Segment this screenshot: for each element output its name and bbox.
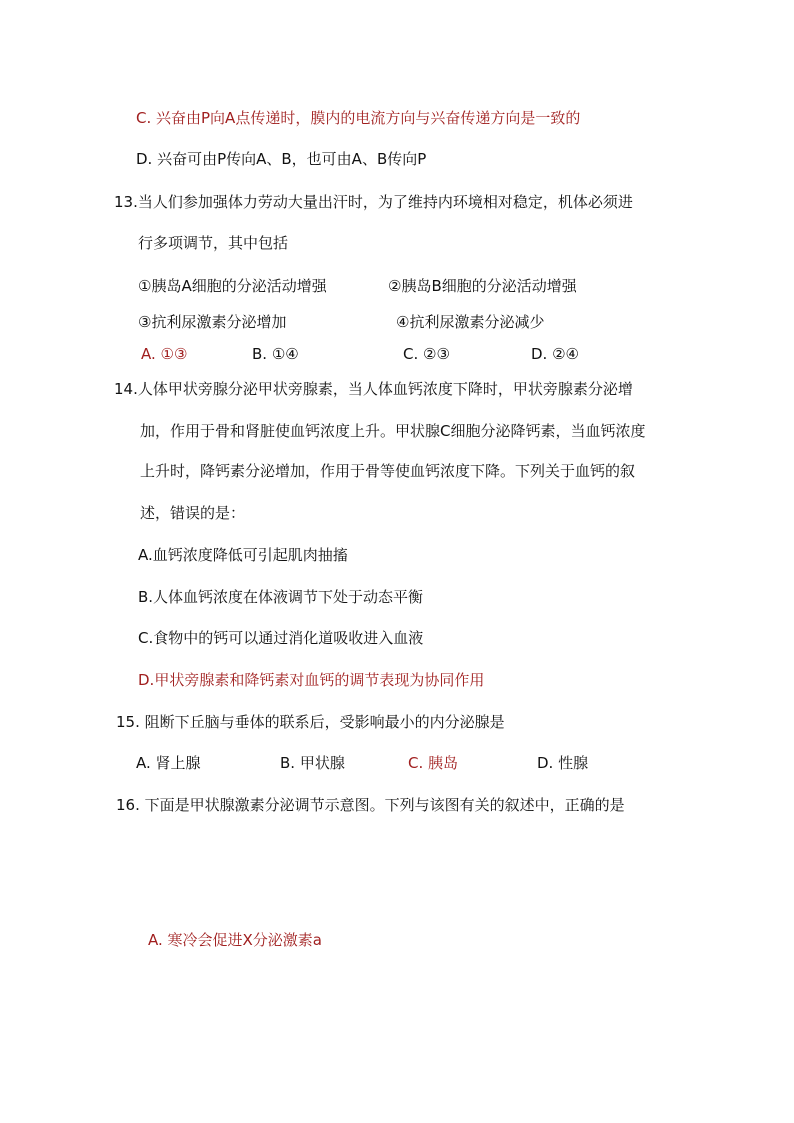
q13-option-b: B. ①④ [252,345,299,363]
q15-stem: 15. 阻断下丘脑与垂体的联系后，受影响最小的内分泌腺是 [116,713,505,731]
q14-option-d: D.甲状旁腺素和降钙素对血钙的调节表现为协同作用 [138,671,485,689]
q13-stem-line2: 行多项调节，其中包括 [138,234,289,252]
q14-option-a: A.血钙浓度降低可引起肌肉抽搐 [138,546,348,564]
q14-stem-line2: 加，作用于骨和肾脏使血钙浓度上升。甲状腺C细胞分泌降钙素，当血钙浓度 [140,422,646,440]
q13-item-1: ①胰岛A细胞的分泌活动增强 [138,277,327,295]
q13-option-c: C. ②③ [403,345,450,363]
q13-option-a: A. ①③ [141,345,188,363]
q14-option-c: C.食物中的钙可以通过消化道吸收进入血液 [138,629,424,647]
q14-stem-line4: 述，错误的是： [140,504,246,522]
q13-item-3: ③抗利尿激素分泌增加 [138,313,287,331]
q15-option-c: C. 胰岛 [408,754,459,772]
q14-option-b: B.人体血钙浓度在体液调节下处于动态平衡 [138,588,424,606]
q13-item-2: ②胰岛B细胞的分泌活动增强 [388,277,577,295]
q14-stem-line1: 14.人体甲状旁腺分泌甲状旁腺素，当人体血钙浓度下降时，甲状旁腺素分泌增 [114,380,633,398]
q13-option-d: D. ②④ [531,345,579,363]
q12-option-c: C. 兴奋由P向A点传递时，膜内的电流方向与兴奋传递方向是一致的 [136,109,581,127]
q13-item-4: ④抗利尿激素分泌减少 [396,313,545,331]
q15-option-d: D. 性腺 [537,754,589,772]
q13-stem-line1: 13.当人们参加强体力劳动大量出汗时，为了维持内环境相对稳定，机体必须进 [114,193,633,211]
q15-option-a: A. 肾上腺 [136,754,201,772]
q16-stem: 16. 下面是甲状腺激素分泌调节示意图。下列与该图有关的叙述中，正确的是 [116,796,625,814]
q12-option-d: D. 兴奋可由P传向A、B，也可由A、B传向P [136,150,427,168]
q16-option-a: A. 寒冷会促进X分泌激素a [148,931,323,949]
q14-stem-line3: 上升时，降钙素分泌增加，作用于骨等使血钙浓度下降。下列关于血钙的叙 [140,462,636,480]
q15-option-b: B. 甲状腺 [280,754,345,772]
